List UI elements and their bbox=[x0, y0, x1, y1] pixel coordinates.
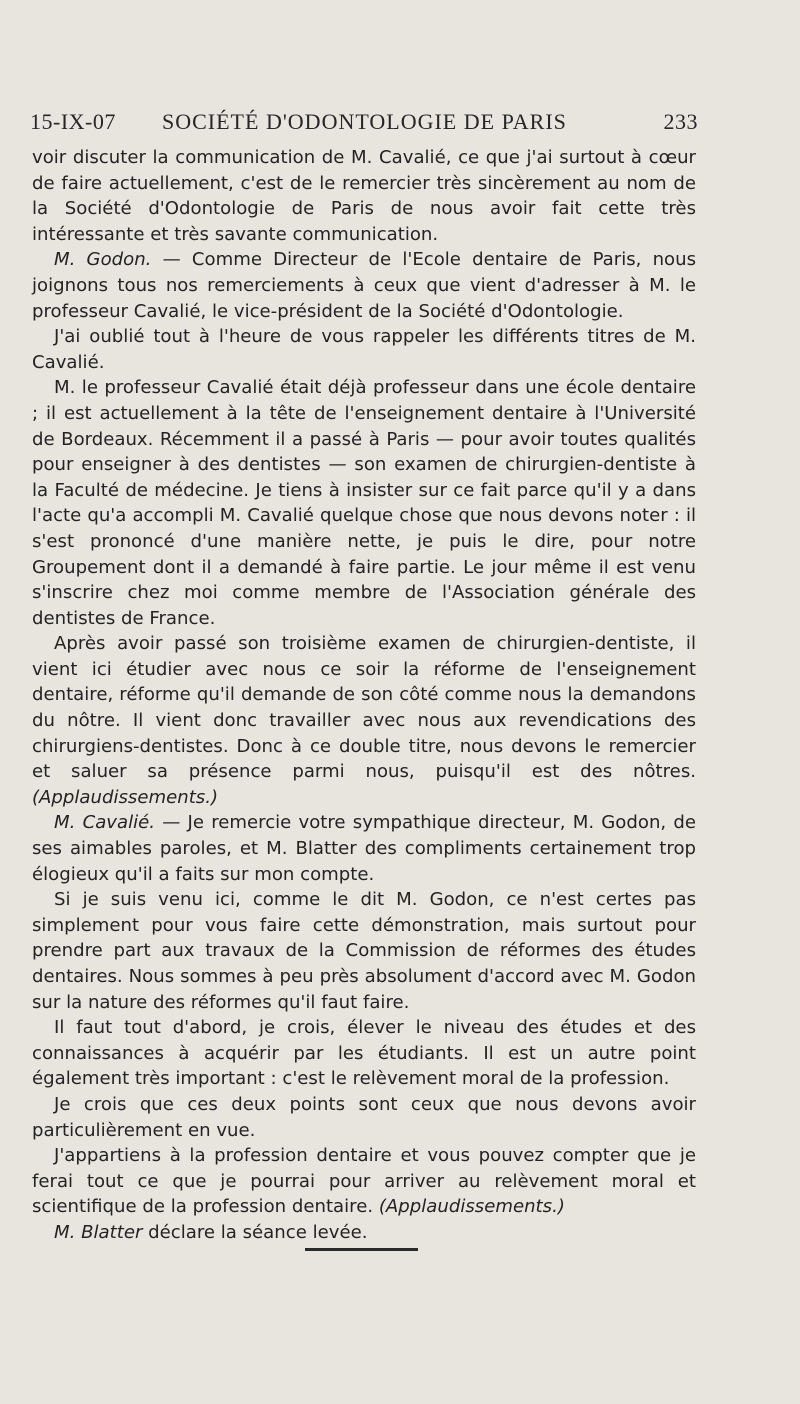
speaker-name: M. Cavalié. bbox=[54, 812, 156, 834]
paragraph: M. le professeur Cavalié était déjà professeur dans une école dentaire ; il est actuellement à la tête de l'enseignement dentaire à l'Université de Bordeaux. Récemment il a passé à Paris — pour avoir toutes qualités pour enseigner à des dentistes — son examen de chirurgien-dentiste à la Faculté de médecine. Je tiens à insister sur ce fait parce qu'il y a dans l'acte qu'a accompli M. Cavalié quelque chose que nous devons noter : il s'est prononcé d'une manière nette, je puis le dire, pour notre Groupement dont il a demandé à faire partie. Le jour même il est venu s'inscrire chez moi comme membre de l'Association générale des dentistes de France. bbox=[32, 377, 696, 629]
paragraph: J'ai oublié tout à l'heure de vous rappeler les différents titres de M. Cavalié. bbox=[32, 326, 696, 373]
applause-note: (Applaudissements.) bbox=[32, 786, 219, 808]
body-text bbox=[32, 145, 696, 1246]
paragraph: J'appartiens à la profession dentaire et vous pouvez compter que je ferai tout ce que je pourrai pour arriver au relèvement moral et scientifique de la profession dentaire. (Applaudissements.) bbox=[32, 1145, 696, 1218]
header-title: SOCIÉTÉ D'ODONTOLOGIE DE PARIS bbox=[162, 109, 567, 134]
paragraph: M. Blatter déclare la séance levée. bbox=[54, 1221, 368, 1243]
paragraph: M. Cavalié. — Je remercie votre sympathique directeur, M. Godon, de ses aimables paroles, et M. Blatter des compliments certainement trop élogieux qu'il a faits sur mon compte. bbox=[32, 812, 696, 885]
paragraph: Si je suis venu ici, comme le dit M. Godon, ce n'est certes pas simplement pour vous faire cette démonstration, mais surtout pour prendre part aux travaux de la Commission de réformes des études dentaires. Nous sommes à peu près absolument d'accord avec M. Godon sur la nature des réformes qu'il faut faire. bbox=[32, 889, 696, 1013]
paragraph: Je crois que ces deux points sont ceux que nous devons avoir particulièrement en vue. bbox=[32, 1093, 696, 1141]
header-date: 15-IX-07 bbox=[30, 109, 116, 134]
paragraph: Il faut tout d'abord, je crois, élever le niveau des études et des connaissances à acquérir par les étudiants. Il est un autre point également très important : c'est le relèvement moral de la profession. bbox=[32, 1017, 696, 1090]
speaker-name: M. Blatter bbox=[54, 1221, 143, 1243]
paragraph: voir discuter la communication de M. Cavalié, ce que j'ai surtout à cœur de faire actuellement, c'est de le remercier très sincèrement au nom de la Société d'Odontologie de Paris de nous avoir fait cette très intéressante et très savante communication. bbox=[32, 147, 696, 245]
page-number: 233 bbox=[663, 109, 698, 134]
paragraph: M. Godon. — Comme Directeur de l'Ecole dentaire de Paris, nous joignons tous nos remerciements à ceux que vient d'adresser à M. le professeur Cavalié, le vice-président de la Société d'Odontologie. bbox=[32, 249, 697, 322]
speaker-name: M. Godon. bbox=[54, 249, 152, 271]
running-header bbox=[30, 109, 698, 139]
end-rule bbox=[305, 1248, 418, 1251]
paragraph: Après avoir passé son troisième examen de chirurgien-dentiste, il vient ici étudier avec nous ce soir la réforme de l'enseignement dentaire, réforme qu'il demande de son côté comme nous la demandons du nôtre. Il vient donc travailler avec nous aux revendications des chirurgiens-dentistes. Donc à ce double titre, nous devons le remercier et saluer sa présence parmi nous, puisqu'il est des nôtres. (Applaudissements.) bbox=[32, 633, 696, 808]
applause-note: (Applaudissements.) bbox=[378, 1196, 565, 1218]
